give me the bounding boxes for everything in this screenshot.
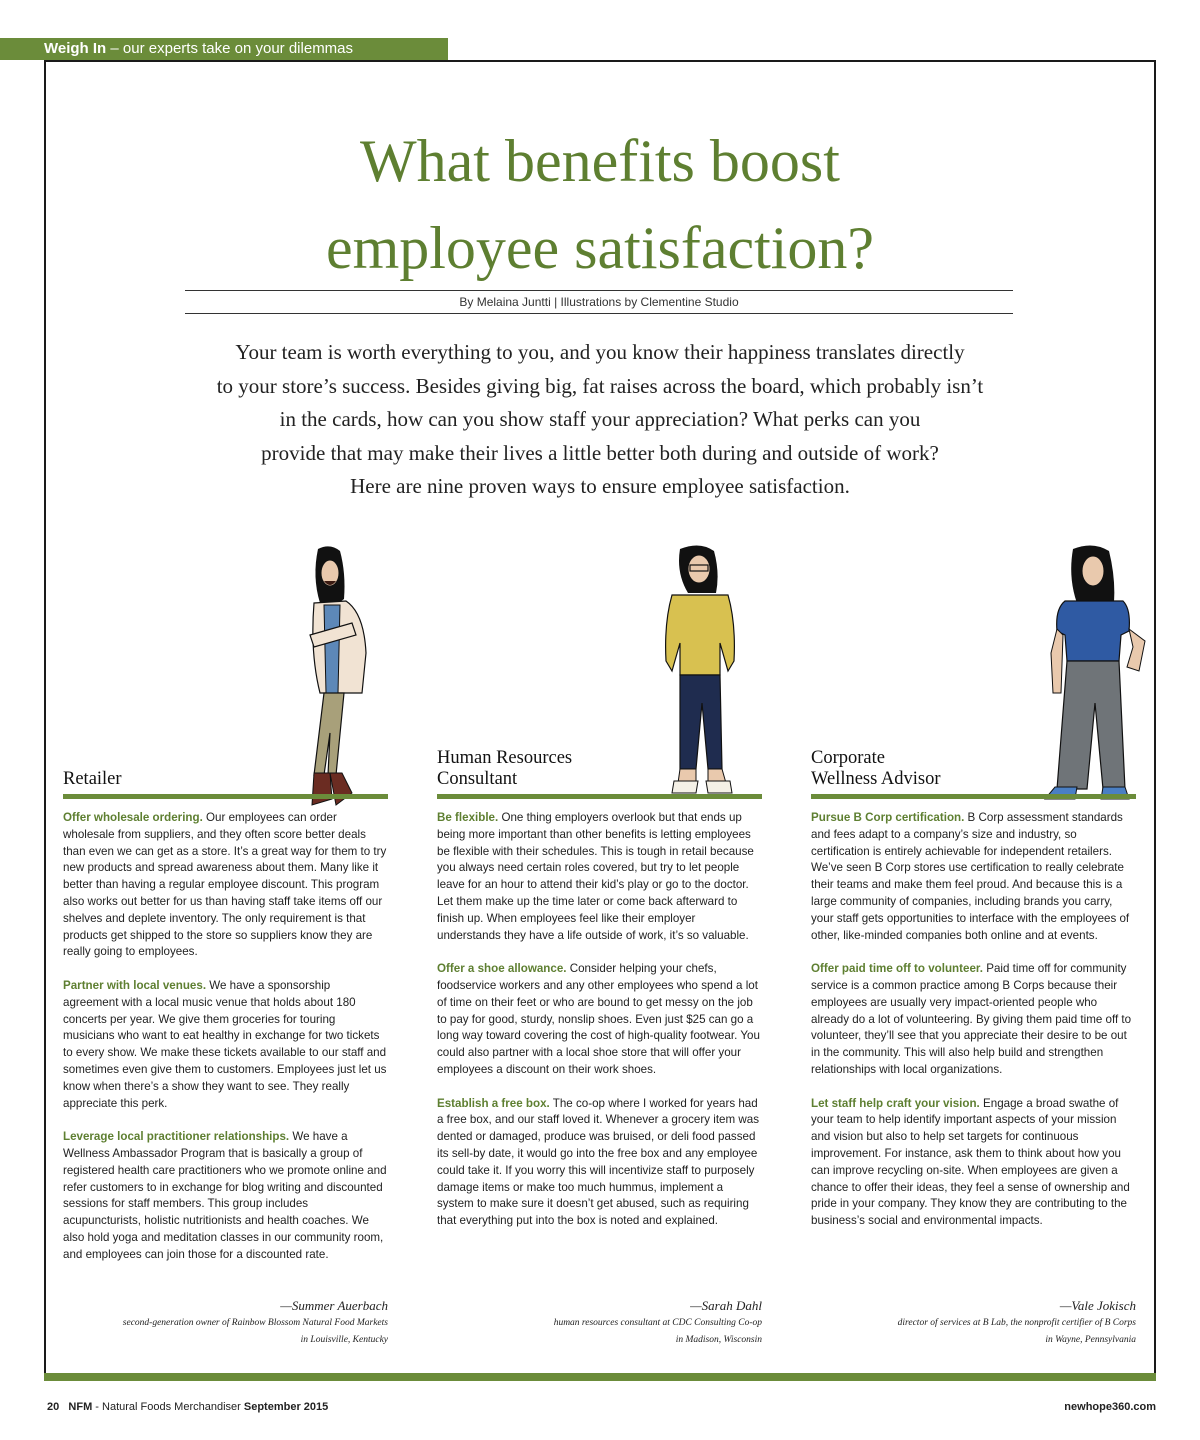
column-heading-line: Corporate — [811, 748, 885, 768]
tip-lead: Offer paid time off to volunteer. — [811, 962, 983, 976]
intro-line: to your store’s success. Besides giving big, fat raises across the board, which probably isn’t — [216, 373, 984, 398]
tip-text: Engage a broad swathe of your team to help identify important aspects of your mission and vision but also to help set targets for continuous improvement. For instance, ask them to think about how you can improve recycling on-site. When employees are given a chance to offer their ideas, they feel a sense of ownership and pride in your company. They know they are contributing to the business’s social and environmental impacts. — [811, 1096, 1130, 1228]
intro-paragraph — [130, 336, 1070, 504]
publication-abbr: NFM — [68, 1401, 93, 1413]
tip-lead: Leverage local practitioner relationships. — [63, 1130, 290, 1144]
column-heading-line: Consultant — [437, 769, 518, 789]
tip-paragraph — [437, 810, 762, 944]
tip-text: Consider helping your chefs, foodservice workers and any other employees who spend a lot of time on their feet or who are bound to get messy on the job to pay for good, sturdy, nonslip shoes. Even just $25 can go a long way toward covering the cost of high-quality footwear. You could also partner with a local shoe store that will offer your employees a discount on their work shoes. — [437, 962, 760, 1076]
tip-lead: Be flexible. — [437, 811, 499, 824]
publication-name: - Natural Foods Merchandiser — [92, 1401, 244, 1413]
signature-wellness-advisor — [811, 1297, 1136, 1349]
signature-role-line: in Wayne, Pennsylvania — [1045, 1335, 1136, 1345]
column-heading — [811, 740, 1136, 799]
tip-lead: Establish a free box. — [437, 1096, 550, 1110]
tip-paragraph — [811, 810, 1136, 944]
tip-text: Paid time off for community service is a common practice among B Corps because their employees are usually very impact-oriented people who already do a lot of volunteering. By giving them paid time off to volunteer, they’ll see that you appreciate their desire to be out in the community. This will also help build and strengthen relationships with local organizations. — [811, 962, 1132, 1076]
tip-paragraph — [63, 978, 388, 1112]
column-heading — [437, 740, 762, 799]
intro-line: Your team is worth everything to you, and you know their happiness translates directly — [235, 340, 965, 364]
signature-role-line: second-generation owner of Rainbow Blossom Natural Food Markets — [122, 1318, 388, 1328]
column-heading-line: Wellness Advisor — [811, 769, 941, 789]
column-hr-consultant — [437, 740, 762, 1247]
tip-lead: Offer wholesale ordering. — [63, 811, 203, 824]
issue-date: September 2015 — [243, 1401, 329, 1413]
tip-text: The co-op where I worked for years had a free box, and our staff loved it. Whenever a grocery item was dented or damaged, produce was bruised, or deli food passed its sell-by date, it would go into the free box and any employee could take it. If you worry this will incentivize staff to purposely damage items or make too much hummus, implement a system to make sure it doesn’t get abused, such as requiring that everything put into the box is noted and explained. — [437, 1096, 759, 1228]
section-tab — [0, 38, 448, 60]
tip-paragraph — [811, 961, 1136, 1079]
tip-text: Our employees can order wholesale from suppliers, and they often score better deals than even we can get as a store. It’s a great way for them to try new products and spread awareness about them. Many like it better than having a regular employee discount. This program also works out better for us than having staff take items off our shelves and deplete inventory. The only requirement is that products get shipped to the store so suppliers know they are really going to employees. — [63, 811, 387, 959]
section-tab-label: Weigh In — [44, 40, 107, 57]
column-body — [811, 810, 1136, 1230]
tip-lead: Let staff help craft your vision. — [811, 1096, 980, 1110]
column-heading-text: Retailer — [63, 769, 122, 789]
section-tab-subtitle: – our experts take on your dilemmas — [110, 40, 354, 57]
byline: By Melaina Juntti | Illustrations by Clementine Studio — [185, 290, 1013, 314]
signature-role-line: in Madison, Wisconsin — [675, 1335, 762, 1345]
tip-lead: Pursue B Corp certification. — [811, 811, 965, 824]
column-heading — [63, 740, 388, 799]
column-retailer — [63, 740, 388, 1280]
title-line-1: What benefits boost — [360, 128, 840, 194]
title-line-2: employee satisfaction? — [325, 215, 875, 281]
column-heading-line: Human Resources — [437, 748, 573, 768]
page-number: 20 — [47, 1401, 60, 1413]
intro-line: Here are nine proven ways to ensure employee satisfaction. — [350, 474, 850, 498]
tip-paragraph — [437, 1096, 762, 1230]
page-footer — [47, 1399, 328, 1415]
signature-name: —Summer Auerbach — [280, 1298, 388, 1313]
signature-hr-consultant — [437, 1297, 762, 1349]
signature-role-line: human resources consultant at CDC Consulting Co-op — [553, 1318, 762, 1328]
signature-role-line: director of services at B Lab, the nonprofit certifier of B Corps — [897, 1318, 1136, 1328]
signature-name: —Sarah Dahl — [690, 1298, 762, 1313]
signature-retailer — [63, 1297, 388, 1349]
signature-name: —Vale Jokisch — [1059, 1298, 1136, 1313]
article-title — [100, 118, 1100, 292]
tip-paragraph — [63, 810, 388, 961]
column-body — [63, 810, 388, 1264]
intro-line: provide that may make their lives a little better both during and outside of work? — [261, 440, 939, 465]
tip-paragraph — [811, 1096, 1136, 1230]
tip-text: We have a Wellness Ambassador Program that is basically a group of registered health care practitioners who we promote online and refer customers to in exchange for blog writing and discounted sessions for staff members. This group includes acupuncturists, holistic nutritionists and health coaches. We also hold yoga and meditation classes in our community room, and employees can join those for a discounted rate. — [63, 1130, 387, 1261]
tip-paragraph — [437, 961, 762, 1079]
signature-role-line: in Louisville, Kentucky — [300, 1335, 388, 1345]
tip-lead: Offer a shoe allowance. — [437, 962, 567, 976]
site-url: newhope360.com — [1064, 1401, 1156, 1413]
tip-paragraph — [63, 1129, 388, 1263]
tip-text: We have a sponsorship agreement with a local music venue that holds about 180 concerts per year. We give them groceries for touring musicians who want to eat healthy in exchange for two tickets to every show. We make these tickets available to our staff and sometimes even give them to customers. Employees just let us know when there’s a show they want to see. They really appreciate this perk. — [63, 978, 387, 1110]
intro-line: in the cards, how can you show staff your appreciation? What perks can you — [279, 407, 921, 431]
column-body — [437, 810, 762, 1230]
tip-text: B Corp assessment standards and fees adapt to a company’s size and industry, so certification is entirely achievable for independent retailers. We’ve seen B Corp stores use certification to really celebrate their teams and make them feel proud. And because this is a large community of companies, including brands you carry, your staff gets opportunities to interface with the employees of other, like-minded companies both online and at events. — [811, 811, 1130, 942]
tip-lead: Partner with local venues. — [63, 978, 207, 992]
tip-text: One thing employers overlook but that ends up being more important than other benefits is letting employees be flexible with their schedules. This is tough in retail because you always need certain roles covered, but try to let people leave for an hour to attend their kid’s play or go to the doctor. Let them make up the time later or come back afterward to finish up. When employees feel like their employer understands they have a life outside of work, it’s so valuable. — [437, 811, 754, 942]
bottom-rule — [44, 1373, 1156, 1381]
column-wellness-advisor — [811, 740, 1136, 1247]
